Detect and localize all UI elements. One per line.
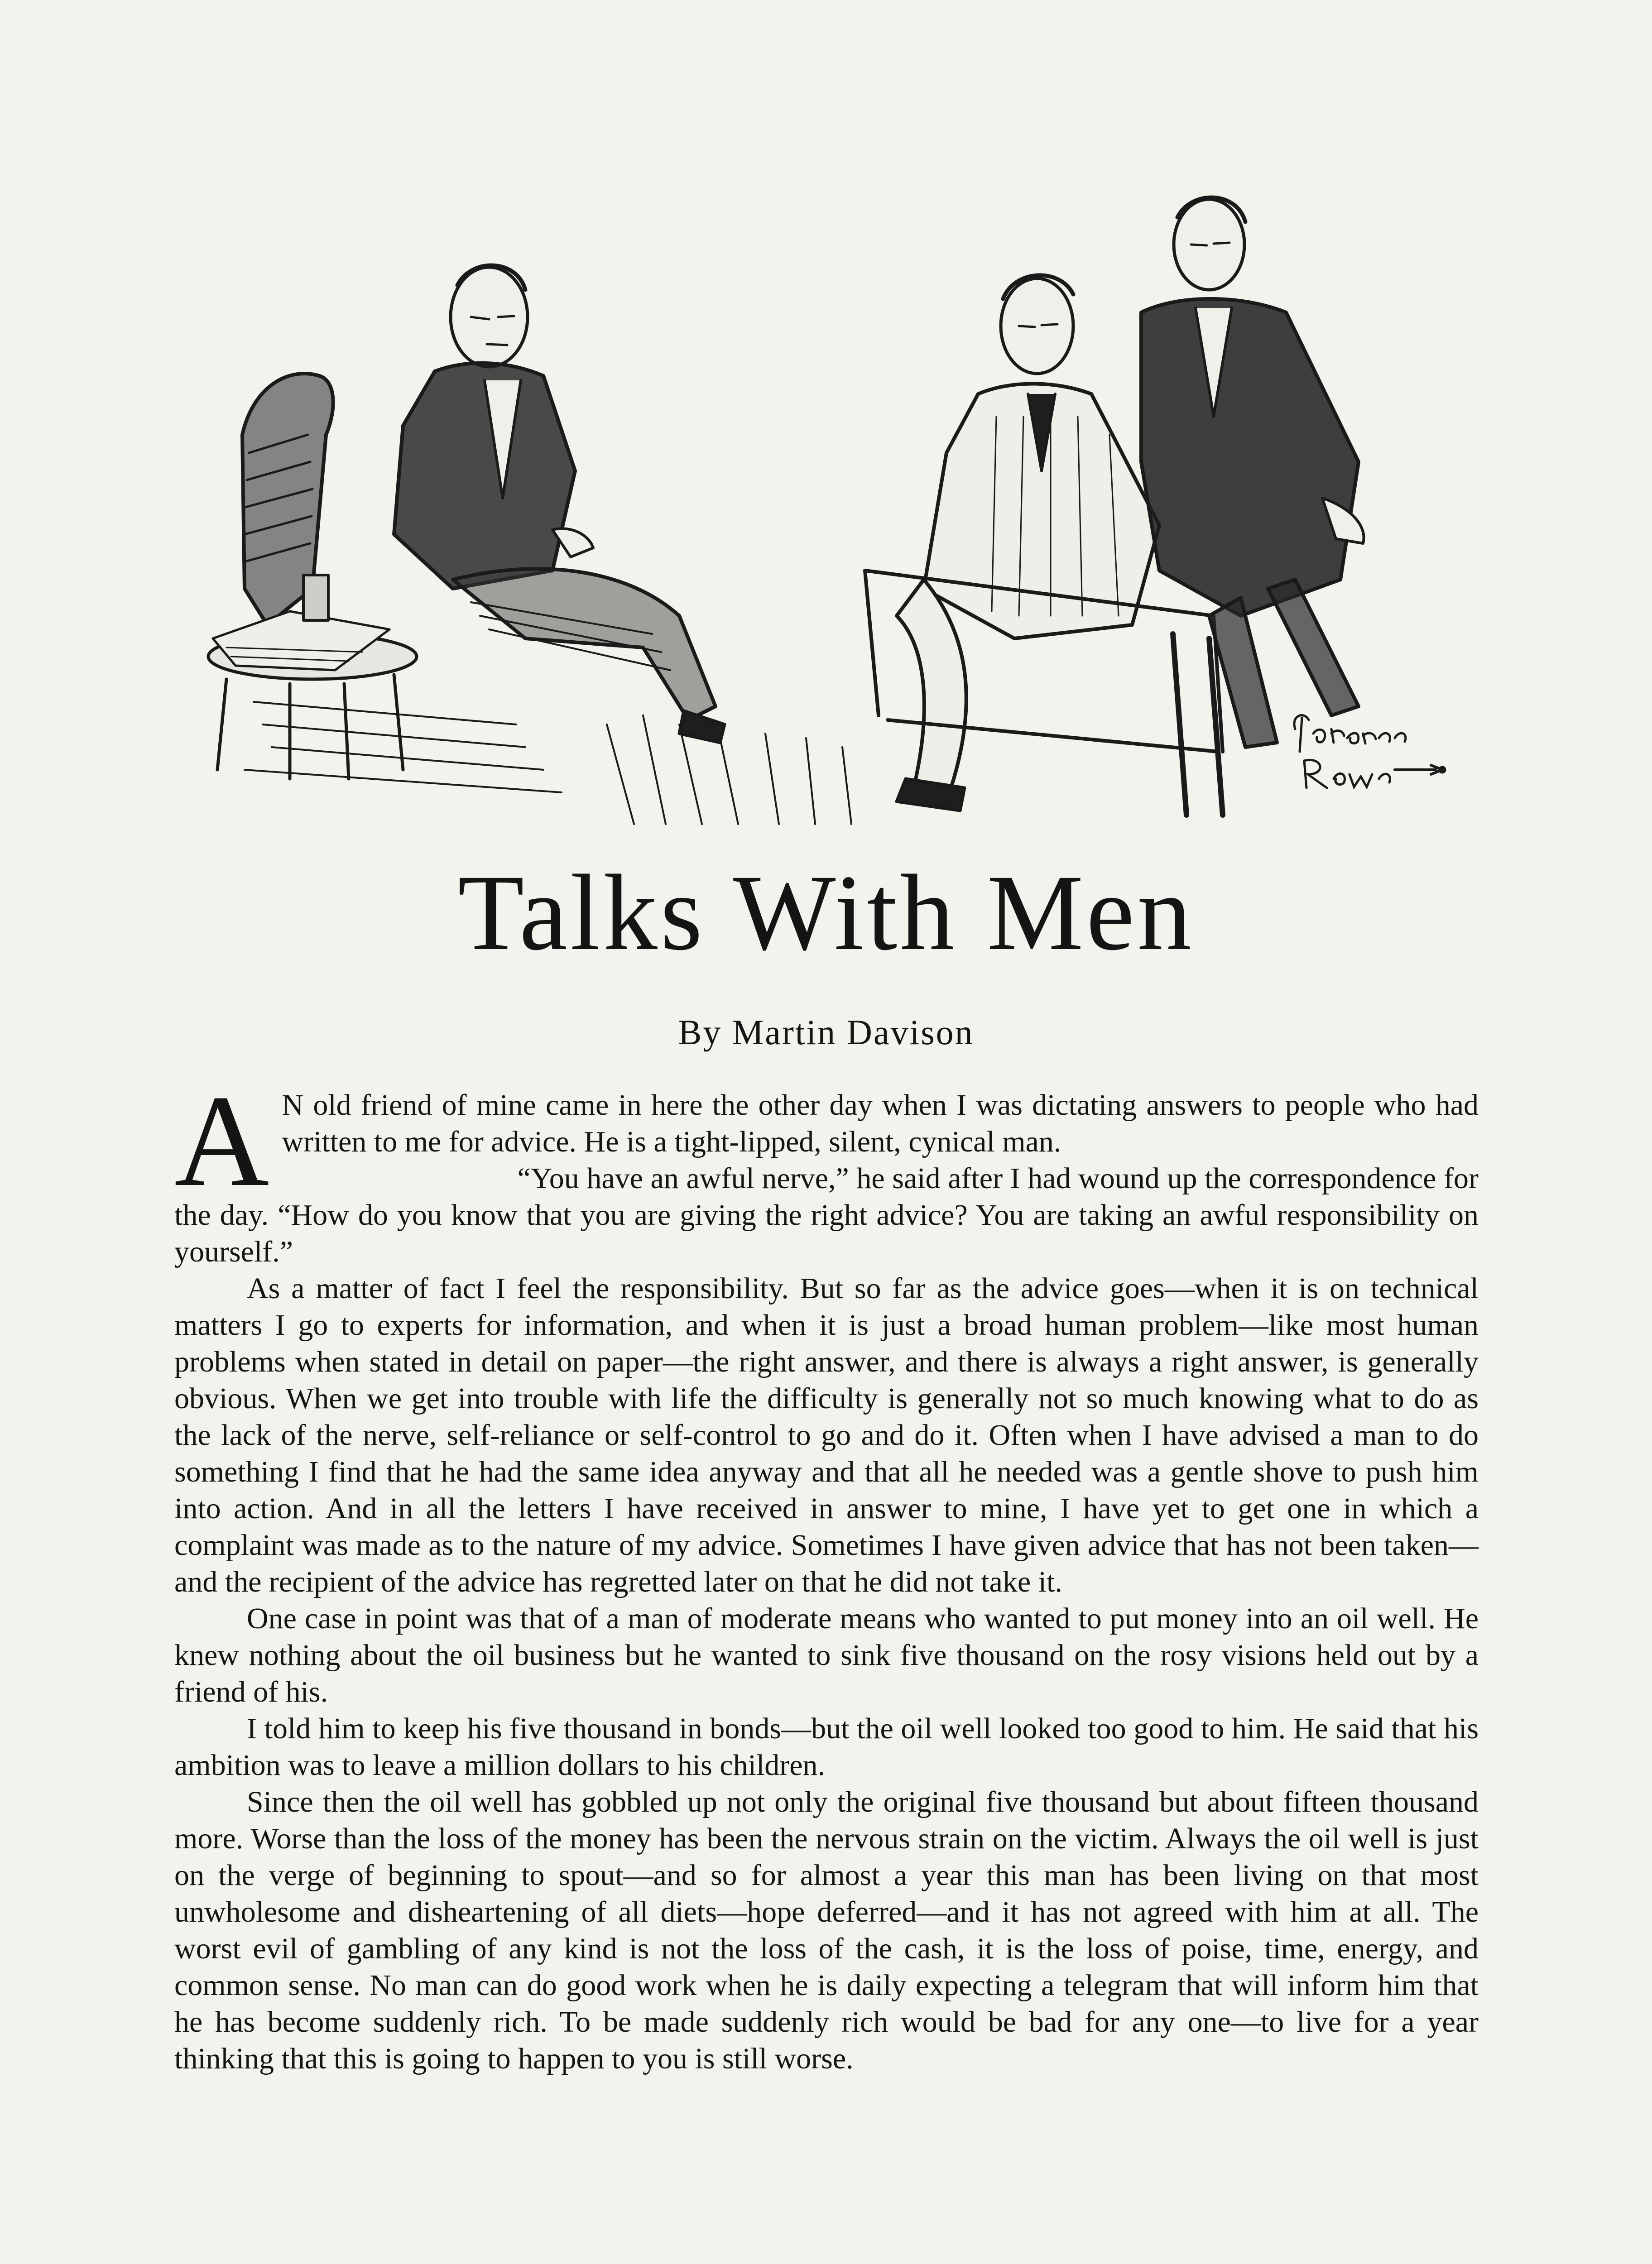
article-paragraph-1 [174,1068,1479,1214]
paragraph-text: N old friend of mine came in here the other day when I was dictating answers to people who had written to me for advice. He is a tight-lipped, silent, cynical man. [282,1089,1479,1158]
article-byline: By Martin Davison [678,1012,974,1052]
article-title: Talks With Men [457,852,1195,973]
article-paragraph-2: “You have an awful nerve,” he said after I had wound up the correspondence for the day. “How do you know that you are giving the right advice? You are taking an awful responsibility on yourself.” [174,1162,1479,1268]
article-body [174,1068,1479,2077]
article-paragraph-5: I told him to keep his five thousand in bonds—but the oil well looked too good to him. He said that his ambition was to leave a million dollars to his children. [174,1712,1479,1782]
drop-cap: A [174,1068,269,1214]
illustration-drawing [199,181,1467,829]
article-paragraph-6: Since then the oil well has gobbled up not only the original five thousand but about fifteen thousand more. Worse than the loss of the money has been the nervous strain on the victim. Always the oil well is just on the verge of beginning to spout—and so for almost a year this man has been living on that most unwholesome and disheartening of all diets—hope deferred—and it has not agreed with him at all. The worst evil of gambling of any kind is not the loss of the cash, it is the loss of poise, time, energy, and common sense. No man can do good work when he is daily expecting a telegram that will inform him that he has become suddenly rich. To be made suddenly rich would be bad for any one—to live for a year thinking that this is going to happen to you is still worse. [174,1785,1479,2075]
article-paragraph-4: One case in point was that of a man of moderate means who wanted to put money into an oil well. He knew nothing about the oil business but he wanted to sink five thousand on the rosy visions held out by a friend of his. [174,1602,1479,1708]
article-paragraph-3: As a matter of fact I feel the responsibility. But so far as the advice goes—when it is on technical matters I go to experts for information, and when it is just a broad human problem—like most human problems when stated in detail on paper—the right answer, and there is always a right answer, is generally obvious. When we get into trouble with life the difficulty is generally not so much knowing what to do as the lack of the nerve, self-reliance or self-control to go and do it. Often when I have advised a man to do something I find that he had the same idea anyway and that all he needed was a gentle shove to push him into action. And in all the letters I have received in answer to mine, I have yet to get one in which a complaint was made as to the nature of my advice. Sometimes I have given advice that has not been taken—and the recipient of the advice has regretted later on that he did not take it. [174,1272,1479,1598]
artist-signature-drawing [1286,702,1449,792]
three-men-conversation-illustration [199,181,1467,829]
artist-signature [1286,702,1449,792]
